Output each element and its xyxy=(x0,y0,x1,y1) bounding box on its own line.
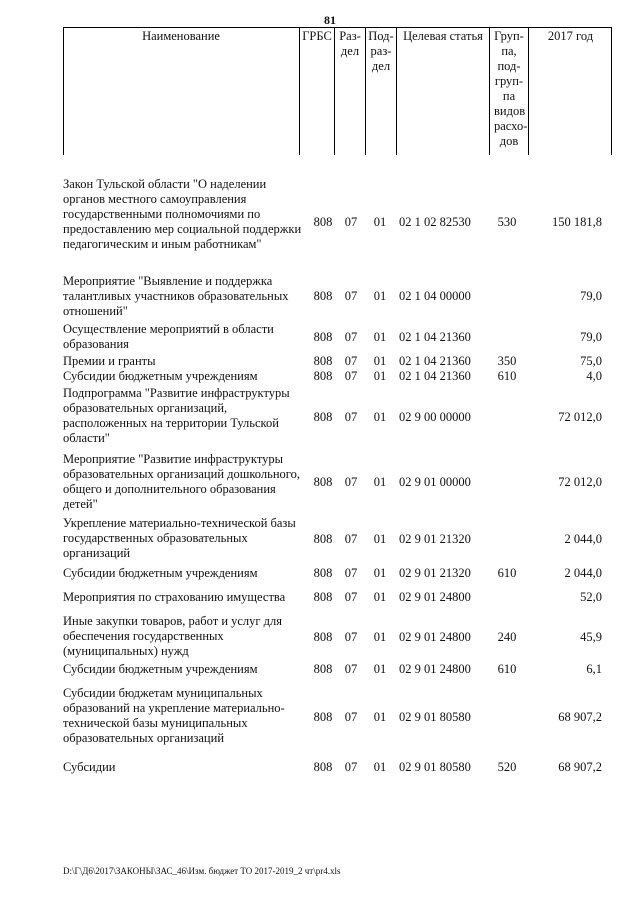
row-target: 02 9 01 21320 xyxy=(399,532,471,546)
row-razdel: 07 xyxy=(344,475,358,489)
row-grbs: 808 xyxy=(313,590,333,604)
row-podrazdel: 01 xyxy=(373,662,387,676)
row-amount: 79,0 xyxy=(580,289,602,303)
row-amount: 52,0 xyxy=(580,590,602,604)
header-grbs: ГРБС xyxy=(302,29,332,43)
row-amount: 6,1 xyxy=(586,662,602,676)
row-podrazdel: 01 xyxy=(373,566,387,580)
row-target: 02 9 01 80580 xyxy=(399,760,471,774)
row-target: 02 9 01 24800 xyxy=(399,662,471,676)
page-number: 81 xyxy=(324,13,336,27)
row-amount: 2 044,0 xyxy=(564,532,602,546)
row-name: Укрепление материально-технической базы государственных образовательных организаций xyxy=(63,516,296,560)
row-podrazdel: 01 xyxy=(373,369,387,383)
row-podrazdel: 01 xyxy=(373,630,387,644)
header-target: Целевая статья xyxy=(403,29,483,43)
header-podrazdel: Под- раз- дел xyxy=(368,29,394,73)
row-name: Мероприятие "Выявление и поддержка талантливых участников образовательных отношений" xyxy=(63,274,289,318)
row-name: Подпрограмма "Развитие инфраструктуры образовательных организаций, расположенных на территории Тульской области" xyxy=(63,386,290,445)
row-name: Субсидии бюджетным учреждениям xyxy=(63,369,258,383)
row-name: Мероприятие "Развитие инфраструктуры образовательных организаций дошкольного, общего и дополнительного образования детей" xyxy=(63,452,300,511)
row-razdel: 07 xyxy=(344,662,358,676)
row-razdel: 07 xyxy=(344,289,358,303)
row-vid: 350 xyxy=(497,354,517,368)
row-grbs: 808 xyxy=(313,662,333,676)
row-amount: 72 012,0 xyxy=(558,475,602,489)
row-razdel: 07 xyxy=(344,710,358,724)
row-name: Иные закупки товаров, работ и услуг для обеспечения государственных (муниципальных) нужд xyxy=(63,614,283,658)
row-target: 02 1 04 21360 xyxy=(399,369,471,383)
row-podrazdel: 01 xyxy=(373,354,387,368)
row-grbs: 808 xyxy=(313,369,333,383)
row-grbs: 808 xyxy=(313,710,333,724)
row-podrazdel: 01 xyxy=(373,330,387,344)
row-grbs: 808 xyxy=(313,475,333,489)
row-vid: 530 xyxy=(497,215,517,229)
row-name: Мероприятия по страхованию имущества xyxy=(63,590,286,604)
row-amount: 75,0 xyxy=(580,354,602,368)
row-target: 02 9 01 21320 xyxy=(399,566,471,580)
row-razdel: 07 xyxy=(344,215,358,229)
row-amount: 4,0 xyxy=(586,369,602,383)
header-vid: Груп- па, под- груп- па видов расхо- дов xyxy=(494,29,528,148)
row-amount: 79,0 xyxy=(580,330,602,344)
row-target: 02 9 01 24800 xyxy=(399,590,471,604)
row-vid: 610 xyxy=(497,662,517,676)
row-grbs: 808 xyxy=(313,410,333,424)
row-amount: 150 181,8 xyxy=(552,215,602,229)
row-podrazdel: 01 xyxy=(373,410,387,424)
row-amount: 68 907,2 xyxy=(558,760,602,774)
row-amount: 45,9 xyxy=(580,630,602,644)
row-grbs: 808 xyxy=(313,566,333,580)
row-name: Субсидии бюджетным учреждениям xyxy=(63,662,258,676)
header-year: 2017 год xyxy=(547,29,594,43)
row-name: Субсидии бюджетным учреждениям xyxy=(63,566,258,580)
row-target: 02 9 00 00000 xyxy=(399,410,471,424)
row-target: 02 9 01 00000 xyxy=(399,475,471,489)
row-target: 02 1 02 82530 xyxy=(399,215,471,229)
row-grbs: 808 xyxy=(313,330,333,344)
row-name: Осуществление мероприятий в области образования xyxy=(63,322,274,351)
row-target: 02 9 01 24800 xyxy=(399,630,471,644)
row-amount: 72 012,0 xyxy=(558,410,602,424)
row-name: Закон Тульской области "О наделении органов местного самоуправления государственными полномочиями по предоставлению мер социальной поддержки педагогическим и иным работникам" xyxy=(63,177,302,251)
row-grbs: 808 xyxy=(313,215,333,229)
row-razdel: 07 xyxy=(344,590,358,604)
row-razdel: 07 xyxy=(344,630,358,644)
row-grbs: 808 xyxy=(313,532,333,546)
header-razdel: Раз- дел xyxy=(339,29,361,58)
row-podrazdel: 01 xyxy=(373,532,387,546)
row-amount: 2 044,0 xyxy=(564,566,602,580)
row-podrazdel: 01 xyxy=(373,760,387,774)
row-name: Премии и гранты xyxy=(63,354,156,368)
row-vid: 610 xyxy=(497,369,517,383)
row-amount: 68 907,2 xyxy=(558,710,602,724)
row-razdel: 07 xyxy=(344,532,358,546)
row-razdel: 07 xyxy=(344,760,358,774)
row-vid: 240 xyxy=(497,630,517,644)
row-podrazdel: 01 xyxy=(373,475,387,489)
row-podrazdel: 01 xyxy=(373,215,387,229)
header-name: Наименование xyxy=(142,29,220,43)
file-path-footer: D:\Г\Д6\2017\ЗАКОНЫ\ЗАС_46\Изм. бюджет ТО 2017-2019_2 чт\pr4.xls xyxy=(63,866,341,876)
row-grbs: 808 xyxy=(313,289,333,303)
row-vid: 520 xyxy=(497,760,517,774)
row-target: 02 9 01 80580 xyxy=(399,710,471,724)
row-name: Субсидии бюджетам муниципальных образований на укрепление материально-технической базы муниципальных образовательных организаций xyxy=(63,686,285,745)
row-grbs: 808 xyxy=(313,630,333,644)
row-razdel: 07 xyxy=(344,566,358,580)
row-target: 02 1 04 21360 xyxy=(399,330,471,344)
row-razdel: 07 xyxy=(344,354,358,368)
row-razdel: 07 xyxy=(344,410,358,424)
row-razdel: 07 xyxy=(344,369,358,383)
row-target: 02 1 04 21360 xyxy=(399,354,471,368)
row-name: Субсидии xyxy=(63,760,116,774)
row-target: 02 1 04 00000 xyxy=(399,289,471,303)
row-vid: 610 xyxy=(497,566,517,580)
row-podrazdel: 01 xyxy=(373,590,387,604)
row-podrazdel: 01 xyxy=(373,710,387,724)
row-grbs: 808 xyxy=(313,760,333,774)
row-grbs: 808 xyxy=(313,354,333,368)
row-podrazdel: 01 xyxy=(373,289,387,303)
row-razdel: 07 xyxy=(344,330,358,344)
